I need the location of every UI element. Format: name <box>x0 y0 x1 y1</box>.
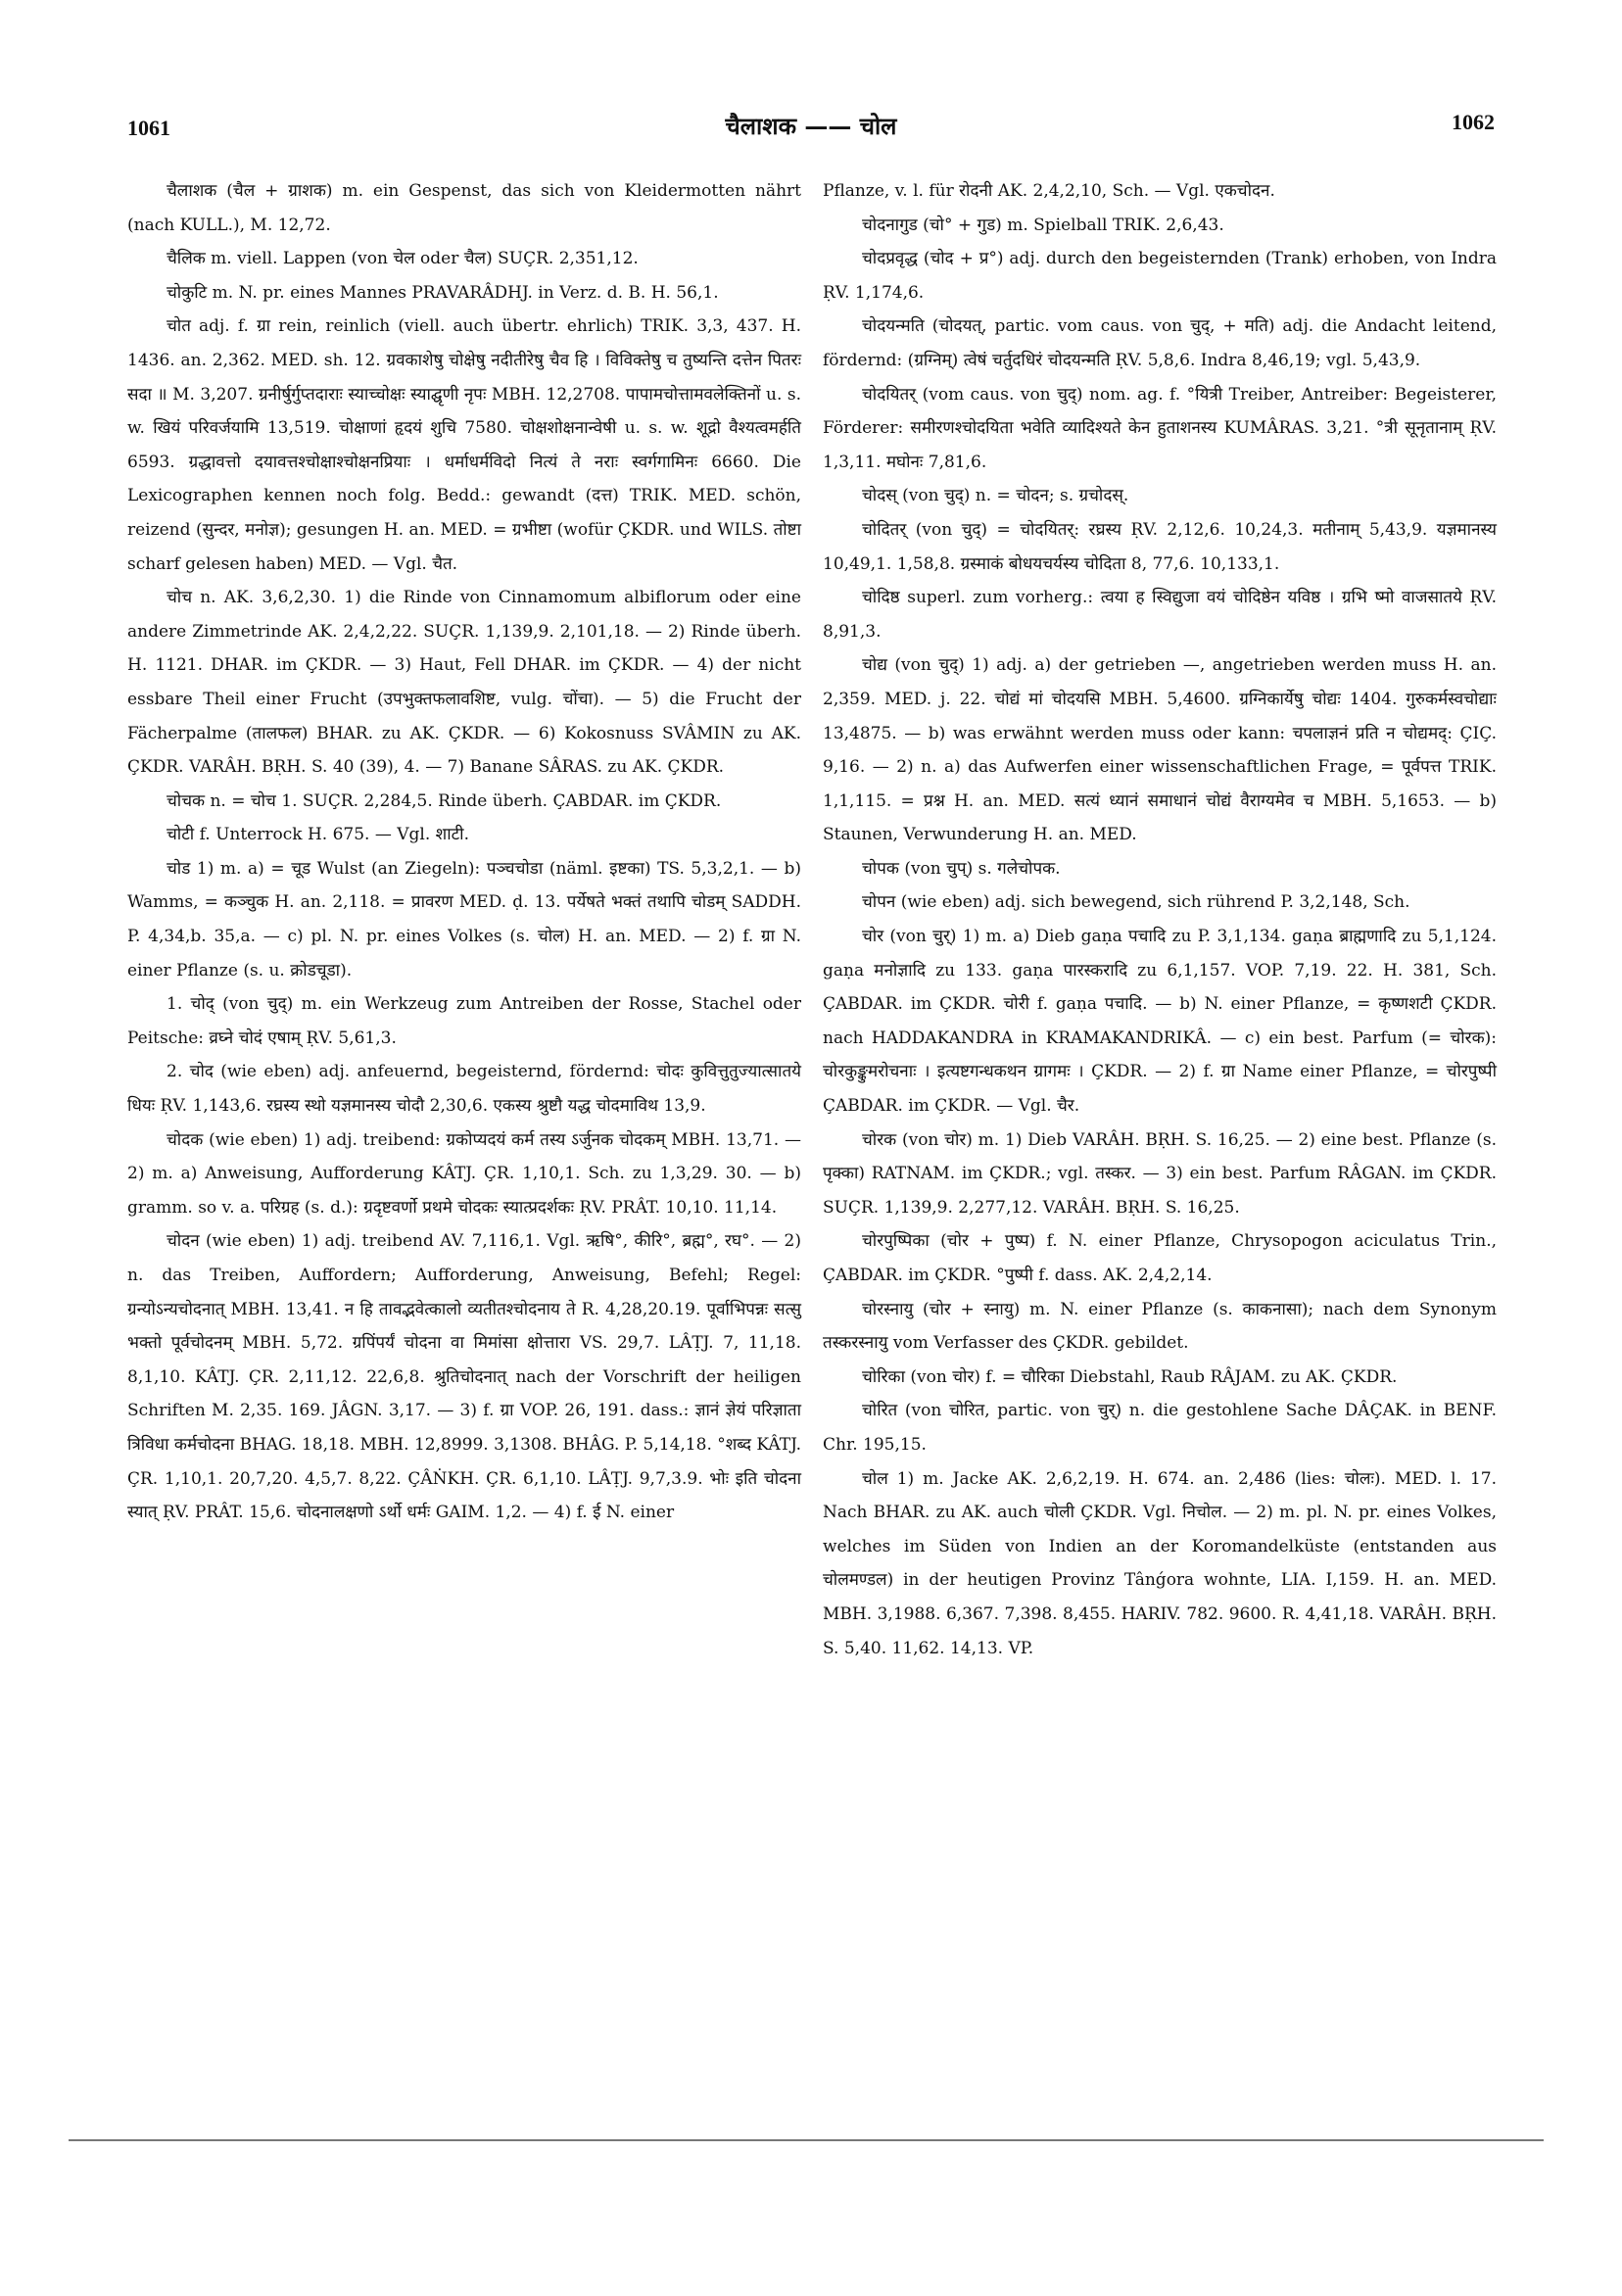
dictionary-entry: चोत adj. f. ग्रा rein, reinlich (viell. auch übertr. ehrlich) TRIK. 3,3, 437. H. 1436. an. 2,362. MED. sh. 12. ग्रवकाशेषु चोक्षेषु नदीतीरेषु चैव हि । विविक्तेषु च तुष्यन्ति दत्तेन पितरः सदा ॥ M. 3,207. ग्रनीर्षुर्गुप्तदाराः स्याच्चोक्षः स्याद्घृणी नृपः MBH. 12,2708. पापामचोत्तामवलेक्तिनों u. s. w. खियं परिवर्जयामि 13,519. चोक्षाणां हृदयं शुचि 7580. चोक्षशोक्षनान्वेषी u. s. w. शूद्रो वैश्यत्वमर्हति 6593. ग्रद्धावत्तो दयावत्तश्चोक्षाश्चोक्षनप्रियाः । धर्माधर्मविदो नित्यं ते नराः स्वर्गगामिनः 6660. Die Lexicographen kennen noch folg. Bedd.: gewandt (दत्त) TRIK. MED. schön, reizend (सुन्दर, मनोज्ञ); gesungen H. an. MED. = ग्रभीष्टा (wofür ÇKDR. und WILS. तोष्टा scharf gelesen haben) MED. — Vgl. चैत. <box>127 316 801 574</box>
dictionary-entry: चोदितर् (von चुद्) = चोदयितर्: रघ्रस्य ṚV. 2,12,6. 10,24,3. मतीनाम् 5,43,9. यज्ञमानस्य 10,49,1. 1,58,8. ग्रस्माकं बोधयचर्यस्य चोदिता 8, 77,6. 10,133,1. <box>823 519 1497 574</box>
dictionary-entry: चोदक (wie eben) 1) adj. treibend: ग्रकोप्यदयं कर्म तस्य ऽर्जुनक चोदकम् MBH. 13,71. — 2) m. a) Anweisung, Aufforderung KÂTJ. ÇR. 1,10,1. Sch. zu 1,3,29. 30. — b) gramm. so v. a. परिग्रह (s. d.): ग्रदृष्टवर्णो प्रथमे चोदकः स्यात्प्रदर्शकः ṚV. PRÂT. 10,10. 11,14. <box>127 1129 801 1218</box>
page-header <box>127 110 1495 149</box>
dictionary-entry: चोदनागुड (चो° + गुड) m. Spielball TRIK. 2,6,43. <box>862 215 1224 235</box>
dictionary-entry: चोटी f. Unterrock H. 675. — Vgl. शाटी. <box>167 825 469 845</box>
dictionary-entry: चैलिक m. viell. Lappen (von चेल oder चैल) SUÇR. 2,351,12. <box>167 249 639 269</box>
dictionary-entry: 2. चोद (wie eben) adj. anfeuernd, begeisternd, fördernd: चोदः कुवित्तुतुज्यात्सातये धियः ṚV. 1,143,6. रघ्रस्य स्थो यज्ञमानस्य चोदौ 2,30,6. एकस्य श्रुष्टौ यद्ध चोदमाविथ 13,9. <box>127 1062 801 1117</box>
dictionary-entry: चोल 1) m. Jacke AK. 2,6,2,19. H. 674. an. 2,486 (lies: चोलः). MED. l. 17. Nach BHAR. zu AK. auch चोली ÇKDR. Vgl. निचोल. — 2) m. pl. N. pr. eines Volkes, welches im Süden von Indien an der Koromandelküste (entstanden aus चोलमण्डल) in der heutigen Provinz Tânǵora wohnte, LIA. I,159. H. an. MED. MBH. 3,1988. 6,367. 7,398. 8,455. HARIV. 782. 9600. R. 4,41,18. VARÂH. BṚH. S. 5,40. 11,62. 14,13. VP. <box>823 1468 1497 1658</box>
dictionary-entry: चोदन (wie eben) 1) adj. treibend AV. 7,116,1. Vgl. ऋषि°, कीरि°, ब्रह्म°, रघ°. — 2) n. das Treiben, Auffordern; Aufforderung, Anweisung, Befehl; Regel: ग्रन्योऽन्यचोदनात् MBH. 13,41. न हि तावद्भवेत्कालो व्यतीतश्चोदनाय ते R. 4,28,20.19. पूर्वाभिपन्नः सत्सु भक्तो पूर्वचोदनम् MBH. 5,72. ग्रपिंपर्यं चोदना वा मिमांसा क्षोत्तारा VS. 29,7. LÂṬJ. 7, 11,18. 8,1,10. KÂTJ. ÇR. 2,11,12. 22,6,8. श्रुतिचोदनात् nach der Vorschrift der heiligen Schriften M. 2,35. 169. JÂGN. 3,17. — 3) f. ग्रा VOP. 26, 191. dass.: ज्ञानं ज्ञेयं परिज्ञाता त्रिविधा कर्मचोदना BHAG. 18,18. MBH. 12,8999. 3,1308. BHÂG. P. 5,14,18. °शब्द KÂTJ. ÇR. 1,10,1. 20,7,20. 4,5,7. 8,22. ÇÂṄKH. ÇR. 6,1,10. LÂṬJ. 9,7,3.9. भोः इति चोदना स्यात् ṚV. PRÂT. 15,6. चोदनालक्षणो ऽर्थो धर्मः GAIM. 1,2. — 4) f. ई N. einer <box>127 1231 801 1523</box>
dictionary-entry: चोदप्रवृद्ध (चोद + प्र°) adj. durch den begeisternden (Trank) erhoben, von Indra ṚV. 1,174,6. <box>823 249 1497 303</box>
left-column <box>127 174 801 1530</box>
dictionary-entry: चोरस्नायु (चोर + स्नायु) m. N. einer Pflanze (s. काकनासा); nach dem Synonym तस्करस्नायु vom Verfasser des ÇKDR. gebildet. <box>823 1299 1497 1354</box>
page-heading: चैलाशक —— चोल <box>725 112 897 140</box>
right-column <box>823 174 1497 1665</box>
dictionary-entry: चोद्य (von चुद्) 1) adj. a) der getrieben —, angetrieben werden muss H. an. 2,359. MED. j. 22. चोद्यं मां चोदयसि MBH. 5,4600. ग्रग्निकार्येषु चोद्यः 1404. गुरुकर्मस्वचोद्याः 13,4875. — b) was erwähnt werden muss oder kann: चपलाज्ञनं प्रति न चोद्यमद्: ÇIÇ. 9,16. — 2) n. a) das Aufwerfen einer wissenschaftlichen Frage, = पूर्वपत्त TRIK. 1,1,115. = प्रश्न H. an. MED. सत्यं ध्यानं समाधानं चोद्यं वैराग्यमेव च MBH. 5,1653. — b) Staunen, Verwunderung H. an. MED. <box>823 655 1497 845</box>
dictionary-entry: चोदयन्मति (चोदयत्, partic. vom caus. von चुद्, + मति) adj. die Andacht leitend, fördernd: (ग्रग्निम्) त्वेषं चर्तुदधिरं चोदयन्मति ṚV. 5,8,6. Indra 8,46,19; vgl. 5,43,9. <box>823 316 1497 370</box>
dictionary-entry: चोचक n. = चोच 1. SUÇR. 2,284,5. Rinde überh. ÇABDAR. im ÇKDR. <box>167 790 722 811</box>
page-number-right: 1062 <box>1452 110 1495 134</box>
dictionary-entry: चोपन (wie eben) adj. sich bewegend, sich rührend P. 3,2,148, Sch. <box>862 892 1410 913</box>
dictionary-entry: चोदिष्ठ superl. zum vorherg.: त्वया ह स्विद्युजा वयं चोदिष्ठेन यविष्ठ । ग्रभि ष्मो वाजसातये ṚV. 8,91,3. <box>823 588 1497 642</box>
page-number-left: 1061 <box>127 116 170 140</box>
dictionary-entry: चोच n. AK. 3,6,2,30. 1) die Rinde von Cinnamomum albiflorum oder eine andere Zimmetrinde AK. 2,4,2,22. SUÇR. 1,139,9. 2,101,18. — 2) Rinde überh. H. 1121. DHAR. im ÇKDR. — 3) Haut, Fell DHAR. im ÇKDR. — 4) der nicht essbare Theil einer Frucht (उपभुक्तफलावशिष्ट, vulg. चोंचा). — 5) die Frucht der Fächerpalme (तालफल) BHAR. zu AK. ÇKDR. — 6) Kokosnuss SVÂMIN zu AK. ÇKDR. VARÂH. BṚH. S. 40 (39), 4. — 7) Banane SÂRAS. zu AK. ÇKDR. <box>127 588 801 778</box>
dictionary-entry: चोड 1) m. a) = चूड Wulst (an Ziegeln): पञ्चचोडा (näml. इष्टका) TS. 5,3,2,1. — b) Wamms, = कञ्चुक H. an. 2,118. = प्रावरण MED. ḍ. 13. पर्येषते भक्तं तथापि चोडम् SADDH. P. 4,34,b. 35,a. — c) pl. N. pr. eines Volkes (s. चोल) H. an. MED. — 2) f. ग्रा N. einer Pflanze (s. u. क्रोडचूडा). <box>127 858 801 981</box>
dictionary-entry: चोर (von चुर्) 1) m. a) Dieb gaṇa पचादि zu P. 3,1,134. gaṇa ब्राह्मणादि zu 5,1,124. gaṇa मनोज्ञादि zu 133. gaṇa पारस्करादि zu 6,1,157. VOP. 7,19. 22. H. 381, Sch. ÇABDAR. im ÇKDR. चोरी f. gaṇa पचादि. — b) N. einer Pflanze, = कृष्णशटी ÇKDR. nach HADDAKANDRA in KRAMAKANDRIKÂ. — c) ein best. Parfum (= चोरक): चोरकुङ्कुमरोचनाः । इत्यष्टगन्धकथन ग्रागमः । ÇKDR. — 2) f. ग्रा Name einer Pflanze, = चोरपुष्पी ÇABDAR. im ÇKDR. — Vgl. चैर. <box>823 927 1497 1117</box>
dictionary-entry: चोदयितर् (vom caus. von चुद्) nom. ag. f. °यित्री Treiber, Antreiber: Begeisterer, Förderer: समीरणश्चोदयिता भवेति व्यादिश्यते केन हुताशनस्य KUMÂRAS. 3,21. °त्री सूनृतानाम् ṚV. 1,3,11. मघोनः 7,81,6. <box>823 384 1497 472</box>
bottom-rule <box>69 2139 1544 2141</box>
dictionary-entry-continuation: Pflanze, v. l. für रोदनी AK. 2,4,2,10, Sch. — Vgl. एकचोदन. <box>823 181 1275 201</box>
dictionary-entry: चोकुटि m. N. pr. eines Mannes PRAVARÂDHJ. in Verz. d. B. H. 56,1. <box>167 282 719 303</box>
dictionary-entry: चोदस् (von चुद्) n. = चोदन; s. ग्रचोदस्. <box>862 486 1129 506</box>
dictionary-entry: चोरिका (von चोर) f. = चौरिका Diebstahl, Raub RÂJAM. zu AK. ÇKDR. <box>862 1366 1398 1387</box>
dictionary-entry: चोपक (von चुप्) s. गलेचोपक. <box>862 858 1061 879</box>
dictionary-entry: चोरित (von चोरित, partic. von चुर्) n. die gestohlene Sache DÂÇAK. in BENF. Chr. 195,15. <box>823 1401 1497 1455</box>
dictionary-entry: चैलाशक (चैल + ग्राशक) m. ein Gespenst, das sich von Kleidermotten nährt (nach KULL.), M. 12,72. <box>127 181 801 235</box>
dictionary-entry: चोरक (von चोर) m. 1) Dieb VARÂH. BṚH. S. 16,25. — 2) eine best. Pflanze (s. पृक्का) RATNAM. im ÇKDR.; vgl. तस्कर. — 3) ein best. Parfum RÂGAN. im ÇKDR. SUÇR. 1,139,9. 2,277,12. VARÂH. BṚH. S. 16,25. <box>823 1129 1497 1218</box>
dictionary-entry: 1. चोद् (von चुद्) m. ein Werkzeug zum Antreiben der Rosse, Stachel oder Peitsche: व्रघ्ने चोदं एषाम् ṚV. 5,61,3. <box>127 994 801 1048</box>
dictionary-entry: चोरपुष्पिका (चोर + पुष्प) f. N. einer Pflanze, Chrysopogon aciculatus Trin., ÇABDAR. im ÇKDR. °पुष्पी f. dass. AK. 2,4,2,14. <box>823 1231 1497 1285</box>
